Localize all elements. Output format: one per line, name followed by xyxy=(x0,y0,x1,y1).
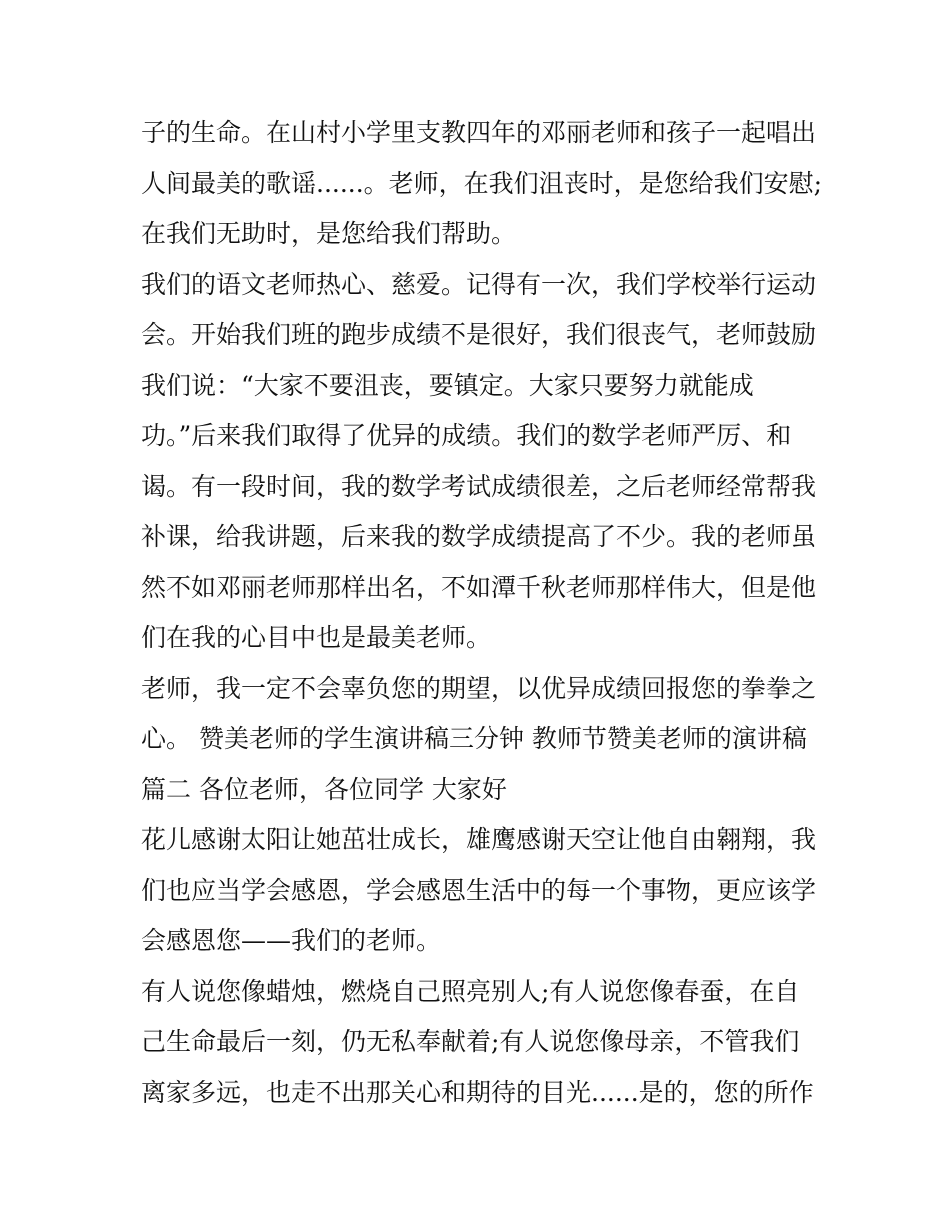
text-line: 们也应当学会感恩，学会感恩生活中的每一个事物，更应该学 xyxy=(141,875,817,905)
text-line: 谒。有一段时间，我的数学考试成绩很差，之后老师经常帮我 xyxy=(141,471,817,501)
text-line: 然不如邓丽老师那样出名，不如潭千秋老师那样伟大，但是他 xyxy=(141,572,817,602)
text-line: 我们的语文老师热心、慈爱。记得有一次，我们学校举行运动 xyxy=(141,269,817,299)
text-line: 花儿感谢太阳让她茁壮成长，雄鹰感谢天空让他自由翱翔，我 xyxy=(141,825,817,854)
text-line: 心。 赞美老师的学生演讲稿三分钟 教师节赞美老师的演讲稿 xyxy=(141,724,807,753)
text-line: 离家多远，也走不出那关心和期待的目光......是的，您的所作 xyxy=(141,1077,814,1107)
text-line: 补课，给我讲题，后来我的数学成绩提高了不少。我的老师虽 xyxy=(141,522,817,551)
text-line: 子的生命。在山村小学里支教四年的邓丽老师和孩子一起唱出 xyxy=(141,118,817,147)
text-line: 功。”后来我们取得了优异的成绩。我们的数学老师严厉、和 xyxy=(141,421,792,450)
text-line: 们在我的心目中也是最美老师。 xyxy=(141,623,492,652)
text-line: 己生命最后一刻，仍无私奉献着;有人说您像母亲，不管我们 xyxy=(141,1027,800,1056)
text-line: 老师，我一定不会辜负您的期望，以优异成绩回报您的拳拳之 xyxy=(141,673,817,703)
text-line: 有人说您像蜡烛，燃烧自己照亮别人;有人说您像春蚕，在自 xyxy=(141,976,800,1006)
body-text xyxy=(141,108,821,1118)
text-line: 会。开始我们班的跑步成绩不是很好，我们很丧气，老师鼓励 xyxy=(141,320,817,349)
text-line: 会感恩您——我们的老师。 xyxy=(141,926,442,955)
text-line: 人间最美的歌谣......。老师，在我们沮丧时，是您给我们安慰; xyxy=(141,168,823,198)
text-line: 在我们无助时，是您给我们帮助。 xyxy=(141,219,517,248)
text-line: 我们说：“大家不要沮丧，要镇定。大家只要努力就能成 xyxy=(141,370,754,400)
text-line: 篇二 各位老师，各位同学 大家好 xyxy=(141,774,507,804)
